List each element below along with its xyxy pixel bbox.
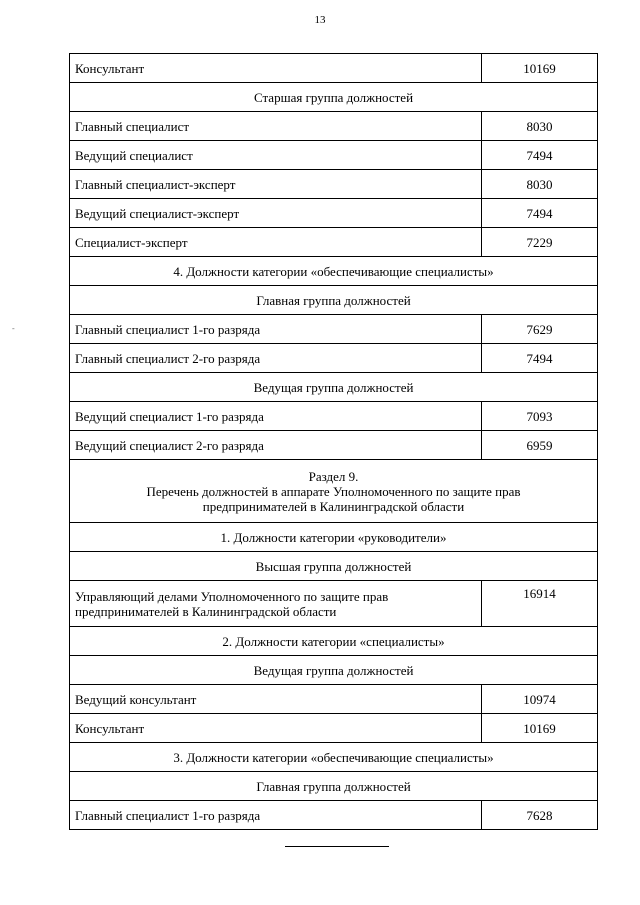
table-row: [70, 141, 598, 170]
category-heading: 2. Должности категории «специалисты»: [70, 627, 598, 656]
table-row: [70, 714, 598, 743]
group-row: [70, 656, 598, 685]
position-name: Ведущий специалист 1-го разряда: [70, 402, 482, 431]
page-number: 13: [314, 14, 326, 26]
salary-value: 8030: [482, 170, 598, 199]
salary-value: 16914: [482, 581, 598, 627]
group-row: [70, 552, 598, 581]
table-row: [70, 228, 598, 257]
table-row: [70, 199, 598, 228]
position-name: Ведущий специалист: [70, 141, 482, 170]
position-name: Консультант: [70, 54, 482, 83]
section-title: Раздел 9.: [308, 468, 359, 484]
position-name: Главный специалист-эксперт: [70, 170, 482, 199]
table-row: [70, 431, 598, 460]
table-row: [70, 315, 598, 344]
group-row: [70, 523, 598, 552]
position-name: Главный специалист 1-го разряда: [70, 801, 482, 830]
position-name: Специалист-эксперт: [70, 228, 482, 257]
section-description: Перечень должностей в аппарате Уполномоченного по защите прав: [146, 483, 521, 499]
position-name: Консультант: [70, 714, 482, 743]
table-row: [70, 112, 598, 141]
section-heading: [70, 460, 598, 523]
salary-value: 10169: [482, 54, 598, 83]
group-row: [70, 83, 598, 112]
position-name: Ведущий консультант: [70, 685, 482, 714]
group-row: [70, 627, 598, 656]
group-heading: Ведущая группа должностей: [70, 656, 598, 685]
group-row: [70, 772, 598, 801]
salary-value: 8030: [482, 112, 598, 141]
table-row: [70, 801, 598, 830]
salary-value: 7628: [482, 801, 598, 830]
table-row: [70, 54, 598, 83]
table-row: [70, 170, 598, 199]
table-row: [70, 581, 598, 627]
group-heading: Ведущая группа должностей: [70, 373, 598, 402]
position-name: Ведущий специалист-эксперт: [70, 199, 482, 228]
table-row: [70, 402, 598, 431]
group-row: [70, 373, 598, 402]
salary-value: 7494: [482, 344, 598, 373]
salary-value: 7629: [482, 315, 598, 344]
group-row: [70, 286, 598, 315]
salary-value: 6959: [482, 431, 598, 460]
group-heading: Главная группа должностей: [70, 286, 598, 315]
salary-table: [69, 53, 598, 830]
salary-value: 10974: [482, 685, 598, 714]
salary-value: 7494: [482, 199, 598, 228]
group-heading: Главная группа должностей: [70, 772, 598, 801]
category-heading: 3. Должности категории «обеспечивающие специалисты»: [70, 743, 598, 772]
footer-divider: [285, 846, 389, 847]
category-heading: 4. Должности категории «обеспечивающие специалисты»: [70, 257, 598, 286]
section-description: предпринимателей в Калининградской области: [202, 498, 465, 514]
category-heading: 1. Должности категории «руководители»: [70, 523, 598, 552]
group-heading: Высшая группа должностей: [70, 552, 598, 581]
position-name: Управляющий делами Уполномоченного по защите прав предпринимателей в Калининградской области: [70, 581, 482, 627]
position-name: Главный специалист 1-го разряда: [70, 315, 482, 344]
position-name: Ведущий специалист 2-го разряда: [70, 431, 482, 460]
group-heading: Старшая группа должностей: [70, 83, 598, 112]
position-name: Главный специалист 2-го разряда: [70, 344, 482, 373]
salary-value: 7494: [482, 141, 598, 170]
salary-value: 7229: [482, 228, 598, 257]
table-row: [70, 685, 598, 714]
group-row: [70, 257, 598, 286]
salary-value: 7093: [482, 402, 598, 431]
group-row: [70, 743, 598, 772]
section-row: [70, 460, 598, 523]
table-row: [70, 344, 598, 373]
position-name: Главный специалист: [70, 112, 482, 141]
salary-value: 10169: [482, 714, 598, 743]
scan-mark: -: [12, 324, 15, 333]
